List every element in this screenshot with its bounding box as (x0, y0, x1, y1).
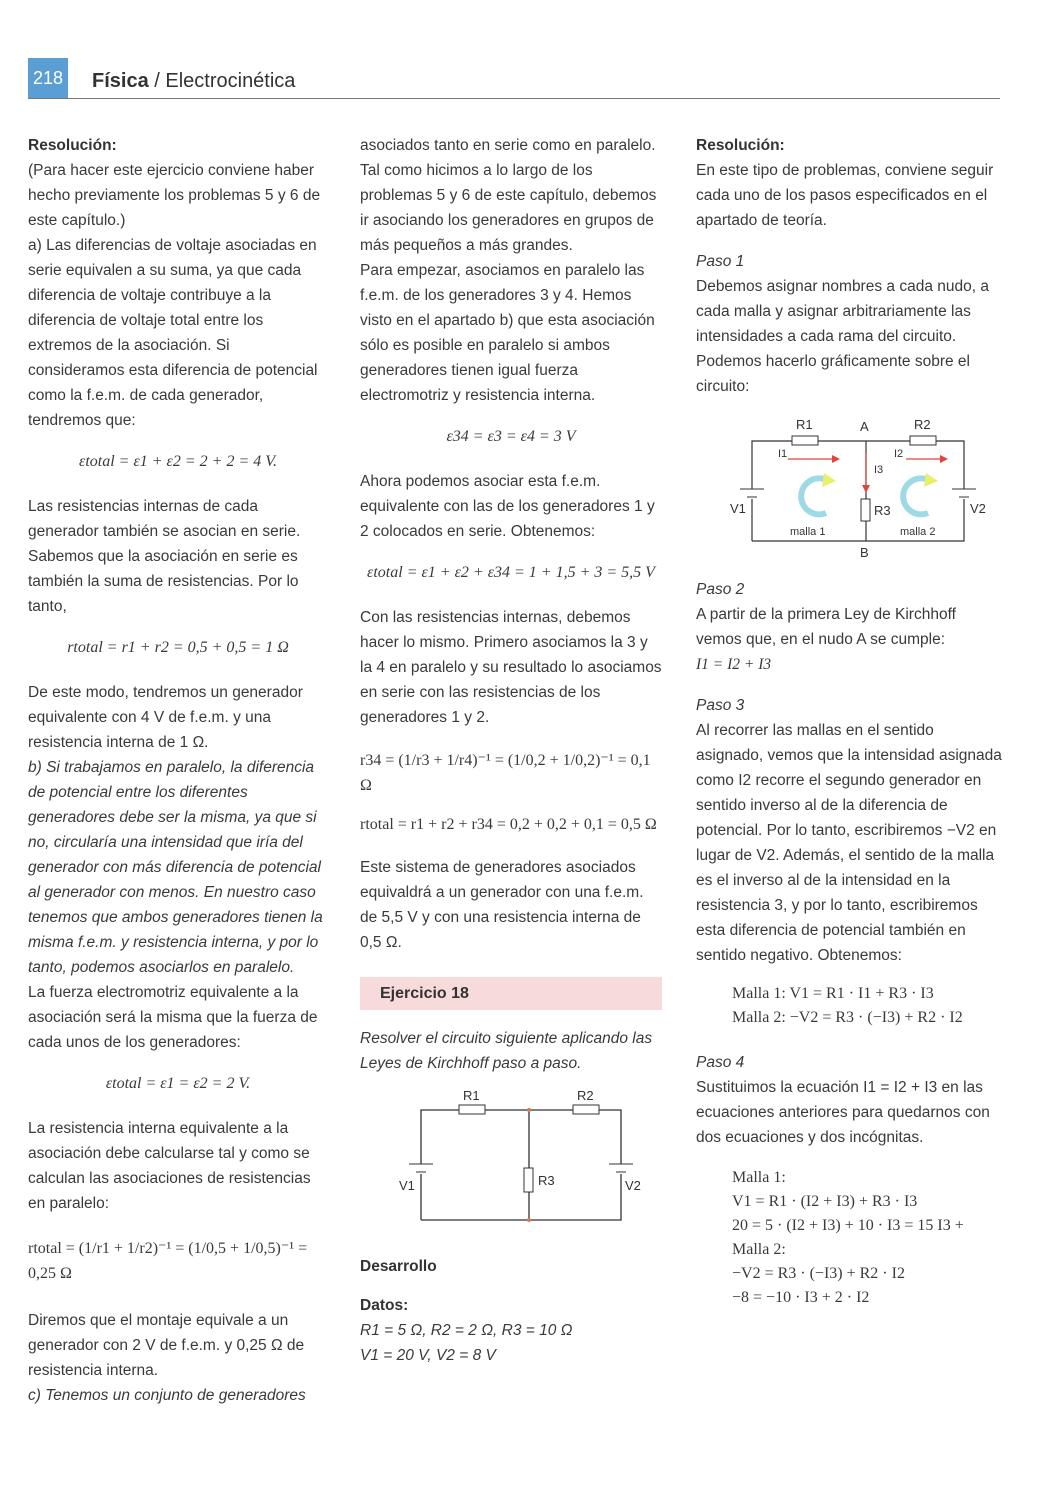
paso-heading: Paso 1 (696, 253, 745, 270)
paragraph: A partir de la primera Ley de Kirchhoff vemos que, en el nudo A se cumple: (696, 606, 956, 648)
paragraph: La resistencia interna equivalente a la asociación debe calcularse tal y como se calculan las asociaciones de resistencias en paralelo: (28, 1120, 311, 1212)
resistor-r1 (792, 436, 818, 445)
paragraph: Con las resistencias internas, debemos hacer lo mismo. Primero asociamos la 3 y la 4 en paralelo y su resultado lo asociamos en serie con las resistencias de los generadores 1 y 2. (360, 609, 662, 726)
label-node-a: A (860, 419, 869, 434)
equation: −8 = −10 · I3 + 2 · I2 (732, 1289, 870, 1306)
equation: V1 = R1 · (I2 + I3) + R3 · I3 (732, 1193, 918, 1210)
resistor-r3 (861, 499, 870, 521)
resolucion-heading: Resolución: (28, 137, 117, 154)
label-r3: R3 (874, 503, 891, 518)
equation-malla2: Malla 2: −V2 = R3 · (−I3) + R2 · I2 (732, 1009, 963, 1026)
label-i1: I1 (778, 448, 788, 460)
equation: −V2 = R3 · (−I3) + R2 · I2 (732, 1265, 905, 1282)
kirchhoff-circuit-diagram (704, 411, 994, 561)
paragraph: asociados tanto en serie como en paralelo. Tal como hicimos a lo largo de los problemas 5 y 6 de este capítulo, debemos ir asociando los generadores en grupos de más pequeños a más grandes. (360, 137, 657, 254)
paragraph: Ahora podemos asociar esta f.e.m. equivalente con las de los generadores 1 y 2 colocados en serie. Obtenemos: (360, 473, 655, 540)
column-1 (28, 133, 328, 1408)
resistor-r2 (573, 1105, 599, 1114)
datos-voltajes: V1 = 20 V, V2 = 8 V (360, 1347, 496, 1364)
paragraph: Sustituimos la ecuación I1 = I2 + I3 en las ecuaciones anteriores para quedarnos con dos ecuaciones y dos incógnitas. (696, 1079, 990, 1146)
exercise-heading: Ejercicio 18 (360, 977, 662, 1010)
paso-heading: Paso 2 (696, 581, 745, 598)
label-malla2: malla 2 (900, 526, 936, 538)
exercise-statement: Resolver el circuito siguiente aplicando las Leyes de Kirchhoff paso a paso. (360, 1030, 653, 1072)
equation: 20 = 5 · (I2 + I3) + 10 · I3 = 15 I3 + (732, 1217, 964, 1234)
datos-heading: Datos: (360, 1297, 409, 1314)
resistor-r1 (459, 1105, 485, 1114)
resistor-r3 (524, 1168, 533, 1192)
resistor-r2 (910, 436, 936, 445)
equation: εtotal = ε1 + ε2 + ε34 = 1 + 1,5 + 3 = 5,5 V (367, 564, 655, 581)
label-v2: V2 (970, 501, 986, 516)
page-number: 218 (28, 58, 68, 98)
header-divider (28, 98, 1000, 99)
paragraph: En este tipo de problemas, conviene seguir cada uno de los pasos especificados en el apartado de teoría. (696, 162, 994, 229)
label-r1: R1 (463, 1090, 480, 1103)
malla2-title: Malla 2: (732, 1241, 786, 1258)
resolucion-heading: Resolución: (696, 137, 785, 154)
exercise-circuit-diagram (381, 1090, 641, 1240)
equation: r34 = (1/r3 + 1/r4)⁻¹ = (1/0,2 + 1/0,2)⁻¹ = 0,1 Ω (360, 752, 651, 794)
paragraph: c) Tenemos un conjunto de generadores (28, 1387, 306, 1404)
column-3 (696, 133, 1002, 1310)
equation: rtotal = r1 + r2 = 0,5 + 0,5 = 1 Ω (67, 639, 289, 656)
paso-heading: Paso 4 (696, 1054, 745, 1071)
paragraph: (Para hacer este ejercicio conviene haber hecho previamente los problemas 5 y 6 de este capítulo.) (28, 162, 321, 229)
equation: I1 = I2 + I3 (696, 656, 772, 673)
paragraph: Al recorrer las mallas en el sentido asignado, vemos que la intensidad asignada como I2 recorre el segundo generador en sentido inverso al de la diferencia de potencial. Por lo tanto, escribiremos −V2 en lugar de V2. Además, el sentido de la malla es el inverso al de la intensidad en la resistencia 3, y por lo tanto, escribiremos esta diferencia de potencial también en sentido negativo. Obtenemos: (696, 722, 1002, 964)
paragraph: De este modo, tendremos un generador equivalente con 4 V de f.e.m. y una resistencia interna de 1 Ω. (28, 684, 303, 751)
paragraph: Debemos asignar nombres a cada nudo, a cada malla y asignar arbitrariamente las intensidades a cada rama del circuito. Podemos hacerlo gráficamente sobre el circuito: (696, 278, 989, 395)
malla1-loop-arrow (801, 478, 826, 514)
equation: ε34 = ε3 = ε4 = 3 V (446, 428, 576, 445)
equation: rtotal = r1 + r2 + r34 = 0,2 + 0,2 + 0,1 = 0,5 Ω (360, 816, 657, 833)
malla2-loop-arrow (903, 478, 928, 514)
label-r2: R2 (577, 1090, 594, 1103)
paso-heading: Paso 3 (696, 697, 745, 714)
page-header-title (92, 70, 295, 93)
column-2 (360, 133, 662, 1368)
label-r3: R3 (538, 1173, 555, 1188)
desarrollo-heading: Desarrollo (360, 1258, 437, 1275)
label-r2: R2 (914, 417, 931, 432)
label-malla1: malla 1 (790, 526, 826, 538)
equation: εtotal = ε1 + ε2 = 2 + 2 = 4 V. (79, 453, 277, 470)
paragraph: La fuerza electromotriz equivalente a la asociación será la misma que la fuerza de cada unos de los generadores: (28, 984, 318, 1051)
malla1-title: Malla 1: (732, 1169, 786, 1186)
paragraph: b) Si trabajamos en paralelo, la diferencia de potencial entre los diferentes generadores debe ser la misma, ya que si no, circularía una intensidad que iría del generador con más diferencia de potencial al generador con menos. En nuestro caso tenemos que ambos generadores tienen la misma f.e.m. y resistencia interna, y por lo tanto, podemos asociarlos en paralelo. (28, 759, 323, 976)
paragraph: Diremos que el montaje equivale a un generador con 2 V de f.e.m. y 0,25 Ω de resistencia interna. (28, 1312, 305, 1379)
label-v1: V1 (730, 501, 746, 516)
equation-malla1: Malla 1: V1 = R1 · I1 + R3 · I3 (732, 985, 934, 1002)
paragraph: Este sistema de generadores asociados equivaldrá a un generador con una f.e.m. de 5,5 V y con una resistencia interna de 0,5 Ω. (360, 859, 644, 951)
datos-resistencias: R1 = 5 Ω, R2 = 2 Ω, R3 = 10 Ω (360, 1322, 573, 1339)
label-i3: I3 (874, 464, 884, 476)
label-node-b: B (860, 545, 869, 560)
paragraph: Para empezar, asociamos en paralelo las f.e.m. de los generadores 3 y 4. Hemos visto en el apartado b) que esta asociación sólo es posible en paralelo si ambos generadores tienen igual fuerza electromotriz y resistencia interna. (360, 262, 655, 404)
label-v1: V1 (399, 1178, 415, 1193)
header-subject: Física (92, 70, 149, 92)
label-r1: R1 (796, 417, 813, 432)
paragraph: Las resistencias internas de cada generador también se asocian en serie. Sabemos que la asociación en serie es también la suma de resistencias. Por lo tanto, (28, 498, 301, 615)
equation: rtotal = (1/r1 + 1/r2)⁻¹ = (1/0,5 + 1/0,5)⁻¹ = 0,25 Ω (28, 1240, 308, 1282)
equation: εtotal = ε1 = ε2 = 2 V. (105, 1075, 251, 1092)
label-v2: V2 (625, 1178, 641, 1193)
paragraph: a) Las diferencias de voltaje asociadas en serie equivalen a su suma, ya que cada diferencia de voltaje contribuye a la diferencia de voltaje total entre los extremos de la asociación. Si consideramos esta diferencia de potencial como la f.e.m. de cada generador, tendremos que: (28, 237, 318, 429)
header-topic: / Electrocinética (148, 70, 296, 92)
label-i2: I2 (894, 448, 904, 460)
